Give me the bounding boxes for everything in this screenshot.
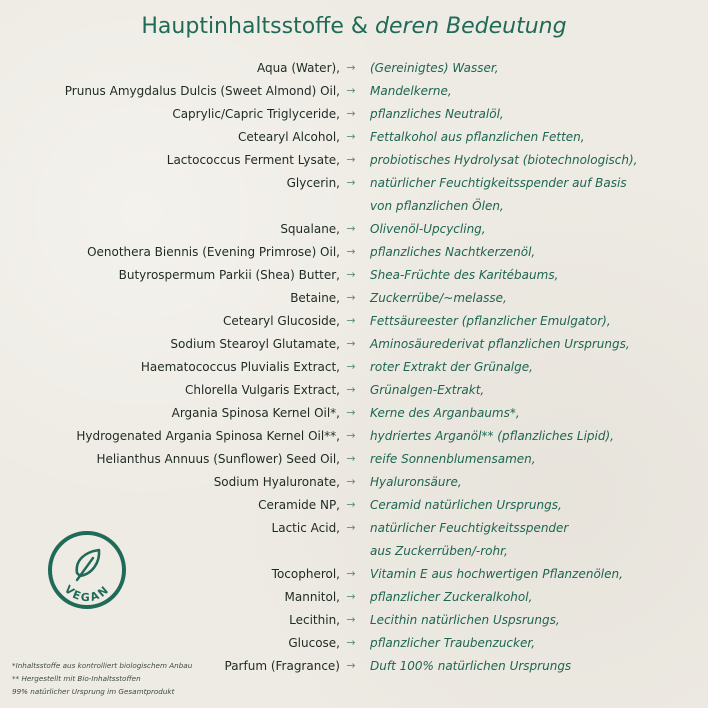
title-italic: deren Bedeutung xyxy=(375,14,567,39)
ingredient-row xyxy=(0,265,708,288)
page-title xyxy=(0,14,708,39)
arrow-icon: → xyxy=(346,360,356,373)
ingredient-description: Fettsäureester (pflanzlicher Emulgator), xyxy=(370,314,611,328)
title-regular: Hauptinhaltsstoffe & xyxy=(141,14,376,39)
ingredient-name: Sodium Stearoyl Glutamate, xyxy=(170,337,340,351)
ingredient-name: Mannitol, xyxy=(284,590,340,604)
ingredient-row xyxy=(0,495,708,518)
ingredient-description: pflanzlicher Traubenzucker, xyxy=(370,636,536,650)
ingredient-description: natürlicher Feuchtigkeitsspender auf Basis xyxy=(370,176,627,190)
ingredient-row xyxy=(0,173,708,196)
footnote: ** Hergestellt mit Bio-Inhaltsstoffen xyxy=(12,674,141,683)
ingredient-description: aus Zuckerrüben/-rohr, xyxy=(370,544,508,558)
arrow-icon: → xyxy=(346,291,356,304)
ingredient-description: Kerne des Arganbaums*, xyxy=(370,406,520,420)
ingredient-row xyxy=(0,219,708,242)
ingredient-row xyxy=(0,311,708,334)
ingredient-name: Caprylic/Capric Triglyceride, xyxy=(172,107,340,121)
ingredient-name: Squalane, xyxy=(280,222,340,236)
ingredient-name: Tocopherol, xyxy=(271,567,340,581)
ingredient-name: Ceramide NP, xyxy=(258,498,340,512)
ingredient-row xyxy=(0,357,708,380)
arrow-icon: → xyxy=(346,659,356,672)
ingredient-name: Parfum (Fragrance) xyxy=(224,659,340,673)
arrow-icon: → xyxy=(346,176,356,189)
ingredient-description: roter Extrakt der Grünalge, xyxy=(370,360,533,374)
ingredient-description: pflanzlicher Zuckeralkohol, xyxy=(370,590,533,604)
arrow-icon: → xyxy=(346,452,356,465)
ingredient-row xyxy=(0,196,708,219)
arrow-icon: → xyxy=(346,222,356,235)
ingredient-description: Grünalgen-Extrakt, xyxy=(370,383,485,397)
footnote: 99% natürlicher Ursprung im Gesamtprodukt xyxy=(12,687,175,696)
ingredient-description: Duft 100% natürlichen Ursprungs xyxy=(370,659,572,673)
vegan-label: VEGAN xyxy=(61,582,113,605)
arrow-icon: → xyxy=(346,107,356,120)
ingredient-description: pflanzliches Nachtkerzenöl, xyxy=(370,245,536,259)
arrow-icon: → xyxy=(346,383,356,396)
ingredient-row xyxy=(0,472,708,495)
ingredient-row xyxy=(0,403,708,426)
leaf-icon xyxy=(77,550,99,580)
ingredient-description: natürlicher Feuchtigkeitsspender xyxy=(370,521,569,535)
ingredient-name: Sodium Hyaluronate, xyxy=(213,475,340,489)
arrow-icon: → xyxy=(346,613,356,626)
arrow-icon: → xyxy=(346,245,356,258)
footnote: *Inhaltsstoffe aus kontrolliert biologischem Anbau xyxy=(12,661,193,670)
ingredient-name: Lactic Acid, xyxy=(271,521,340,535)
ingredient-description: Fettalkohol aus pflanzlichen Fetten, xyxy=(370,130,585,144)
ingredient-name: Glucose, xyxy=(288,636,340,650)
ingredient-name: Prunus Amygdalus Dulcis (Sweet Almond) Oil, xyxy=(64,84,340,98)
ingredient-description: reife Sonnenblumensamen, xyxy=(370,452,536,466)
ingredient-description: Lecithin natürlichen Uspsrungs, xyxy=(370,613,560,627)
arrow-icon: → xyxy=(346,636,356,649)
ingredient-row xyxy=(0,426,708,449)
arrow-icon: → xyxy=(346,314,356,327)
ingredient-name: Oenothera Biennis (Evening Primrose) Oil, xyxy=(87,245,340,259)
ingredient-name: Butyrospermum Parkii (Shea) Butter, xyxy=(118,268,340,282)
ingredient-row xyxy=(0,150,708,173)
ingredient-name: Argania Spinosa Kernel Oil*, xyxy=(171,406,340,420)
ingredient-name: Betaine, xyxy=(290,291,340,305)
ingredient-description: Ceramid natürlichen Ursprungs, xyxy=(370,498,562,512)
ingredient-description: Aminosäurederivat pflanzlichen Ursprungs, xyxy=(370,337,630,351)
ingredient-description: Olivenöl-Upcycling, xyxy=(370,222,486,236)
ingredient-row xyxy=(0,81,708,104)
ingredient-row xyxy=(0,334,708,357)
ingredient-row xyxy=(0,633,708,656)
ingredient-name: Aqua (Water), xyxy=(256,61,340,75)
ingredient-description: Mandelkerne, xyxy=(370,84,452,98)
arrow-icon: → xyxy=(346,567,356,580)
ingredient-description: von pflanzlichen Ölen, xyxy=(370,199,504,213)
ingredient-description: Shea-Früchte des Karitébaums, xyxy=(370,268,559,282)
ingredient-name: Lactococcus Ferment Lysate, xyxy=(166,153,340,167)
ingredient-name: Helianthus Annuus (Sunflower) Seed Oil, xyxy=(96,452,340,466)
ingredient-row xyxy=(0,58,708,81)
arrow-icon: → xyxy=(346,429,356,442)
vegan-badge xyxy=(47,530,127,610)
ingredient-row xyxy=(0,380,708,403)
arrow-icon: → xyxy=(346,590,356,603)
arrow-icon: → xyxy=(346,153,356,166)
ingredient-description: Zuckerrübe/~melasse, xyxy=(370,291,507,305)
ingredient-description: hydriertes Arganöl** (pflanzliches Lipid), xyxy=(370,429,614,443)
arrow-icon: → xyxy=(346,475,356,488)
ingredient-name: Lecithin, xyxy=(289,613,340,627)
ingredient-description: (Gereinigtes) Wasser, xyxy=(370,61,499,75)
ingredient-row xyxy=(0,610,708,633)
ingredient-description: Vitamin E aus hochwertigen Pflanzenölen, xyxy=(370,567,623,581)
ingredient-name: Haematococcus Pluvialis Extract, xyxy=(140,360,340,374)
footnotes xyxy=(12,659,192,698)
arrow-icon: → xyxy=(346,130,356,143)
ingredient-name: Cetearyl Alcohol, xyxy=(238,130,340,144)
ingredient-name: Hydrogenated Argania Spinosa Kernel Oil**, xyxy=(76,429,340,443)
ingredient-name: Glycerin, xyxy=(286,176,340,190)
arrow-icon: → xyxy=(346,498,356,511)
ingredient-name: Chlorella Vulgaris Extract, xyxy=(185,383,340,397)
ingredient-row xyxy=(0,449,708,472)
ingredient-description: probiotisches Hydrolysat (biotechnologisch), xyxy=(370,153,638,167)
ingredient-name: Cetearyl Glucoside, xyxy=(223,314,340,328)
arrow-icon: → xyxy=(346,61,356,74)
ingredient-description: pflanzliches Neutralöl, xyxy=(370,107,504,121)
arrow-icon: → xyxy=(346,521,356,534)
arrow-icon: → xyxy=(346,406,356,419)
arrow-icon: → xyxy=(346,268,356,281)
ingredient-description: Hyaluronsäure, xyxy=(370,475,462,489)
ingredient-row xyxy=(0,288,708,311)
ingredient-row xyxy=(0,242,708,265)
ingredient-row xyxy=(0,104,708,127)
ingredient-row xyxy=(0,127,708,150)
arrow-icon: → xyxy=(346,84,356,97)
arrow-icon: → xyxy=(346,337,356,350)
